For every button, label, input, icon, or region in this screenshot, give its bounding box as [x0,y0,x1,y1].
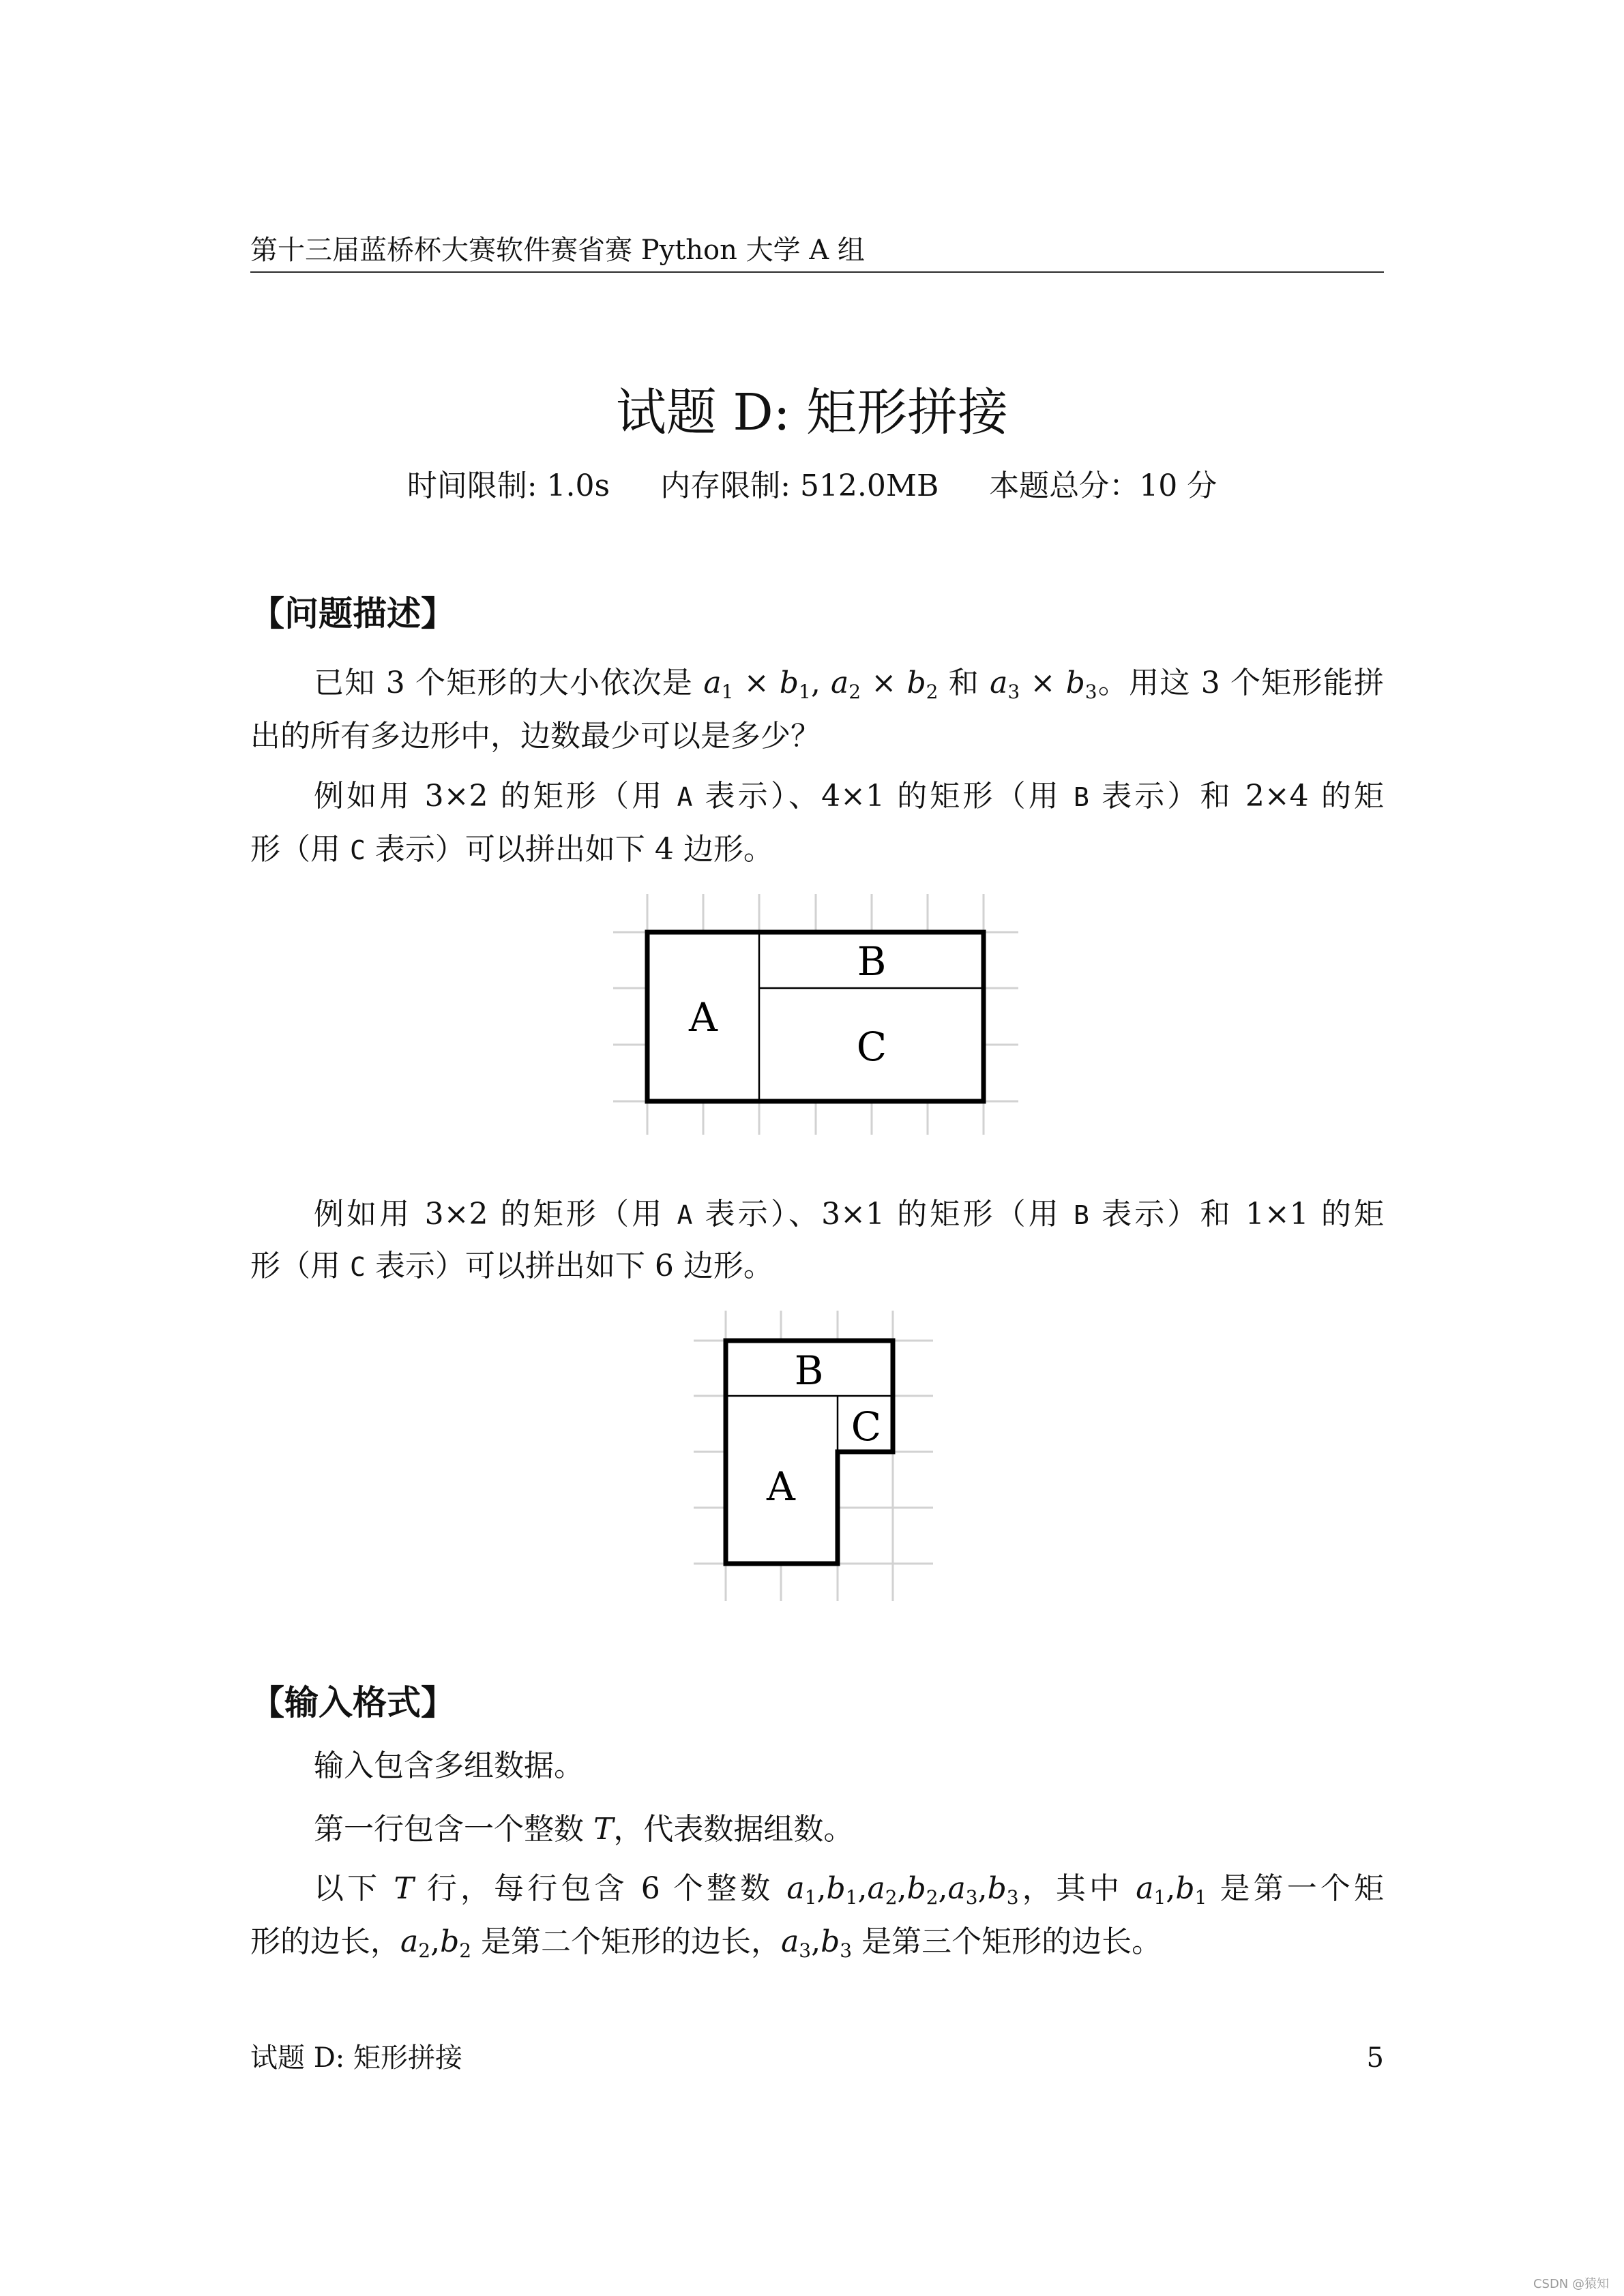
text-fragment: 表示）、4×1 的矩形（用 [692,779,1074,814]
math-a3-b3: $a_3,b_3$ [781,1924,853,1962]
memory-limit-value: 512.0MB [799,468,939,503]
math-a2-b2: $a_2,b_2$ [400,1924,472,1962]
piece-label-a: A [767,1463,795,1510]
piece-label-c: C [856,1024,887,1070]
piece-label-a: A [689,994,718,1041]
text-fragment: 以下 [314,1871,394,1906]
math-a1xb1: $a_1 \times b_1$, $a_2 \times b_2$ [703,666,939,703]
text-fragment: 表示）、3×1 的矩形（用 [692,1197,1074,1232]
running-header: 第十三届蓝桥杯大赛软件赛省赛 Python 大学 A 组 [250,235,865,266]
page-number: 5 [1366,2042,1384,2074]
piece-label-c: C [851,1403,882,1450]
header-rule [250,271,1384,273]
example2-line-2 [250,1246,1384,1287]
label-a: A [677,782,693,812]
text-fragment: 和 [948,666,990,700]
text-fragment: 表示）可以拼出如下 6 边形。 [365,1249,773,1283]
score-value: 10 分 [1139,468,1217,503]
figure-4-gon [607,890,1024,1139]
score-label: 本题总分： [989,468,1140,503]
text-fragment: ，其中 [1018,1871,1136,1906]
text-fragment: 已知 3 个矩形的大小依次是 [314,666,704,700]
title-name: 矩形拼接 [806,383,1009,442]
running-footer: 试题 D: 矩形拼接 [250,2042,462,2074]
input-line-2 [314,1809,1384,1850]
label-b: B [1074,1200,1089,1230]
text-fragment: 。用这 3 个矩形能拼 [1097,666,1385,700]
text-fragment: 是第二个矩形的边长， [471,1924,782,1959]
text-fragment: 形（用 [250,832,350,867]
title-letter: D: [733,383,791,442]
label-c: C [350,835,366,865]
input-line-4 [250,1922,1384,1963]
description-line-1 [314,663,1384,704]
memory-limit-label: 内存限制: [660,468,791,503]
section-heading-input-format: 【输入格式】 [250,1683,455,1723]
piece-label-b: B [857,938,887,985]
math-a3xb3: $a_3 \times b_3$ [990,666,1097,703]
problem-title [0,382,1624,443]
math-t: T [394,1871,414,1906]
math-a1-b1: $a_1,b_1$ [1136,1871,1207,1909]
figure-6-gon [689,1306,941,1606]
example2-line-1 [314,1194,1384,1236]
piece-label-b: B [794,1347,824,1394]
math-six-ints: $a_1,b_1,a_2,b_2,a_3,b_3$ [786,1871,1019,1909]
label-a: A [677,1200,693,1230]
example1-line-1 [314,776,1384,818]
text-fragment: 形（用 [250,1249,350,1283]
example1-line-2 [250,829,1384,871]
text-fragment: 行，每行包含 6 个整数 [413,1871,787,1906]
time-limit-value: 1.0s [546,468,610,503]
text-fragment: 例如用 3×2 的矩形（用 [314,779,677,814]
text-fragment: 表示）和 2×4 的矩 [1089,779,1384,814]
input-line-3 [314,1868,1384,1909]
description-line-2: 出的所有多边形中，边数最少可以是多少？ [250,719,821,754]
text-fragment: 是第一个矩 [1207,1871,1384,1906]
text-fragment: 表示）可以拼出如下 4 边形。 [365,832,773,867]
text-fragment: 是第三个矩形的边长。 [852,1924,1162,1959]
problem-limits [0,467,1624,505]
input-line-1: 输入包含多组数据。 [314,1748,584,1783]
math-t: T [593,1812,614,1847]
title-prefix: 试题 [615,383,717,442]
section-heading-description: 【问题描述】 [250,594,455,633]
text-fragment: 第一行包含一个整数 [314,1812,593,1847]
text-fragment: 例如用 3×2 的矩形（用 [314,1197,677,1232]
watermark: CSDN @猿知 [1533,2277,1609,2291]
text-fragment: 表示）和 1×1 的矩 [1089,1197,1384,1232]
text-fragment: 形的边长， [250,1924,400,1959]
text-fragment: ，代表数据组数。 [613,1812,854,1847]
label-c: C [350,1252,366,1282]
time-limit-label: 时间限制: [407,468,537,503]
label-b: B [1074,782,1089,812]
